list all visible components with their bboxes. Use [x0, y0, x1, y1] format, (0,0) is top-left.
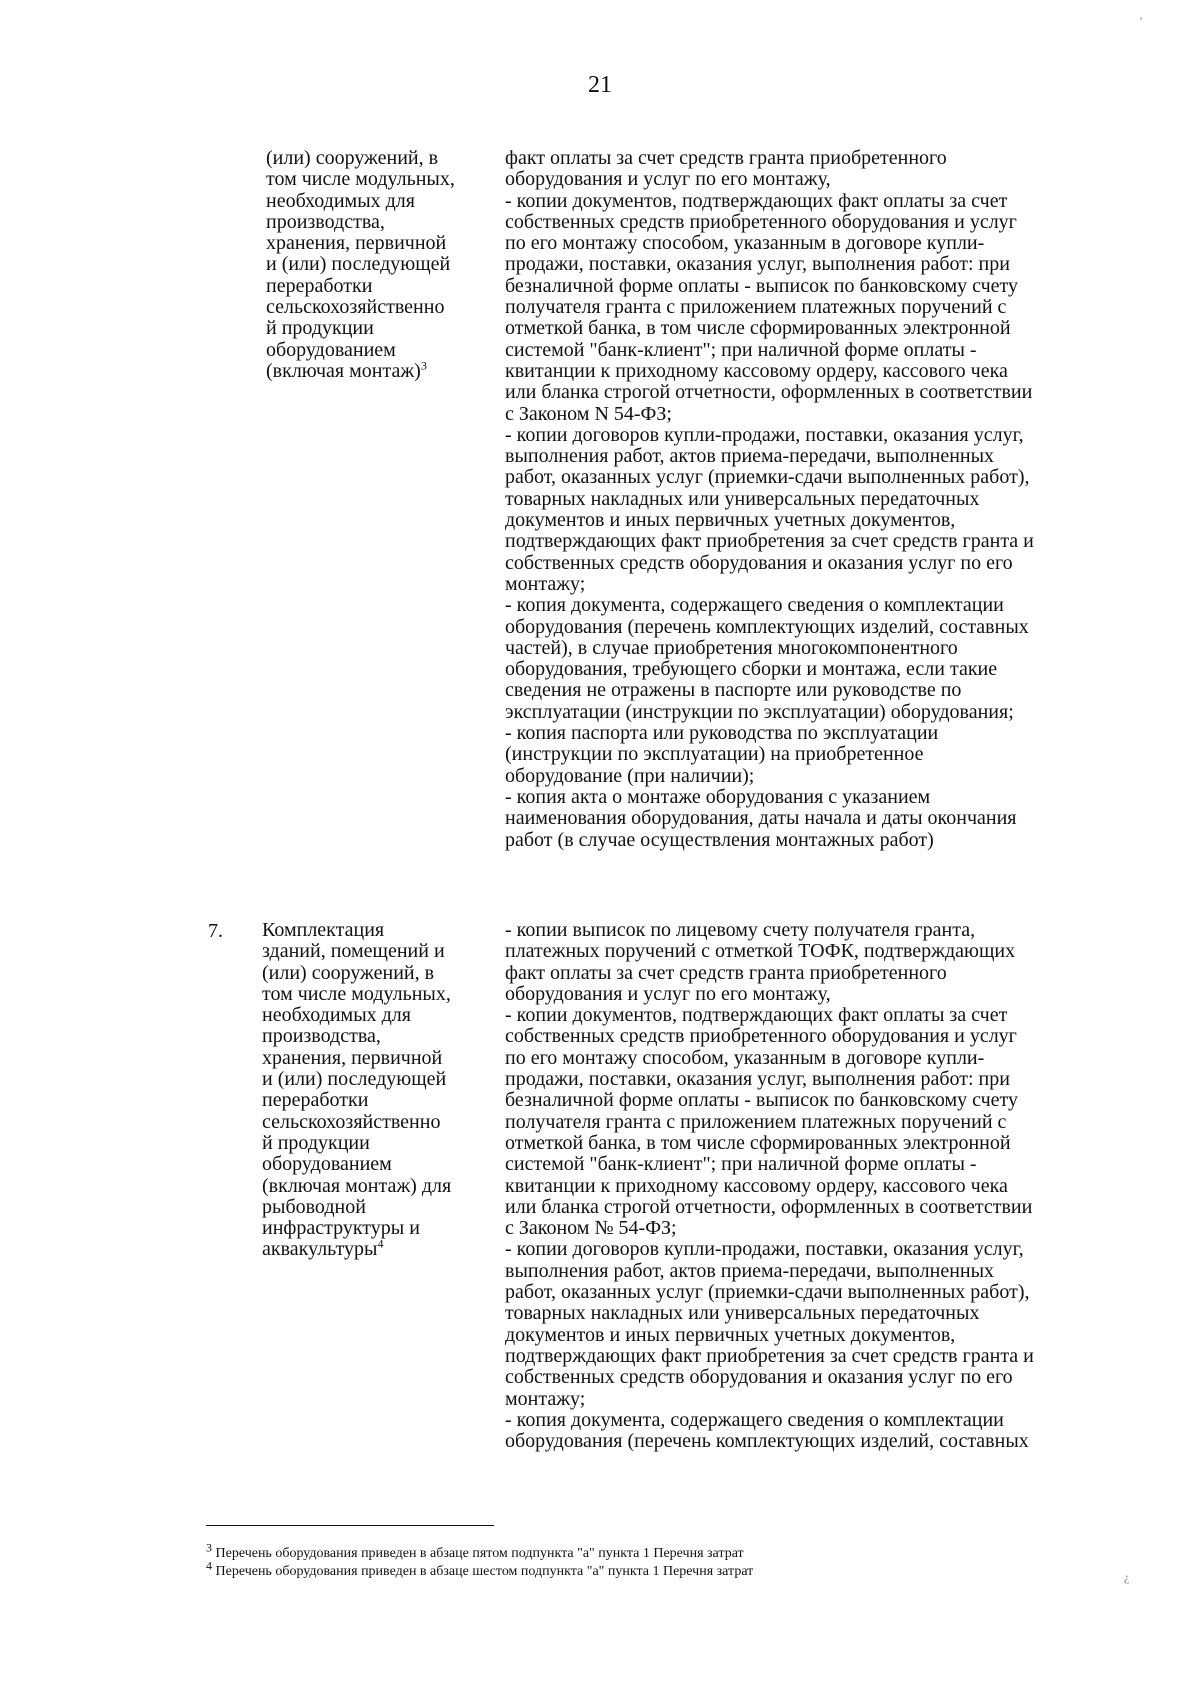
cost-item-line: хранения, первичной [262, 1046, 443, 1069]
document-line: - копия акта о монтаже оборудования с указанием [505, 785, 931, 808]
document-line: по его монтажу способом, указанным в договоре купли- [505, 232, 985, 255]
document-line: эксплуатации (инструкции по эксплуатации) оборудования; [505, 700, 1014, 723]
cost-item-line: необходимых для [262, 1004, 411, 1027]
document-line: с Законом № 54-ФЗ; [505, 1217, 677, 1240]
document-line: собственных средств оборудования и оказания услуг по его [505, 1366, 1013, 1389]
footnote-marker: 3 [206, 1540, 212, 1555]
cost-item-line: переработки [262, 1089, 369, 1112]
document-line: или бланка строгой отчетности, оформленных в соответствии [505, 1195, 1033, 1218]
cost-item-line: и (или) последующей [266, 253, 451, 276]
cost-item-line: (включая монтаж) для [262, 1174, 452, 1197]
document-line: подтверждающих факт приобретения за счет средств гранта и [505, 1344, 1034, 1367]
document-line: сведения не отражены в паспорте или руководстве по [505, 679, 962, 702]
document-line: - копии договоров купли-продажи, поставки, оказания услуг, [505, 423, 1024, 446]
document-line: документов и иных первичных учетных документов, [505, 1323, 956, 1346]
document-line: монтажу; [505, 1387, 586, 1410]
footnote-ref: 3 [420, 358, 427, 373]
document-line: - копии выписок по лицевому счету получателя гранта, [505, 919, 976, 941]
footnote-separator [206, 1525, 494, 1526]
document-line: выполнения работ, актов приема-передачи, выполненных [505, 1259, 995, 1282]
document-line: системой "банк-клиент"; при наличной форме оплаты - [505, 338, 977, 361]
document-line: - копии договоров купли-продажи, поставки, оказания услуг, [505, 1238, 1024, 1261]
document-line: собственных средств приобретенного оборудования и услуг [505, 210, 1017, 233]
document-line: монтажу; [505, 572, 586, 595]
document-line: по его монтажу способом, указанным в договоре купли- [505, 1046, 985, 1069]
cost-item-line: аквакультуры [262, 1238, 378, 1261]
cost-item-line: рыбоводной [262, 1195, 366, 1218]
page-number: 21 [588, 72, 612, 98]
document-line: - копия документа, содержащего сведения о комплектации [505, 1408, 1004, 1431]
cost-item-line: и (или) последующей [262, 1068, 447, 1091]
document-line: оборудования и услуг по его монтажу, [505, 168, 831, 191]
cost-item-line: инфраструктуры и [262, 1217, 420, 1240]
footnote [206, 1540, 1106, 1563]
cost-item-line: хранения, первичной [266, 232, 447, 255]
document-line: продажи, поставки, оказания услуг, выполнения работ: при [505, 253, 1010, 276]
document-line: - копии документов, подтверждающих факт оплаты за счет [505, 1004, 1008, 1027]
cost-item-line: необходимых для [266, 189, 415, 212]
document-line: оборудования (перечень комплектующих изделий, составных [505, 1430, 1029, 1453]
cost-item-line: оборудованием [262, 1153, 392, 1176]
document-line: - копия паспорта или руководства по эксплуатации [505, 722, 939, 745]
cost-item-line: переработки [266, 274, 373, 297]
document-line: (инструкции по эксплуатации) на приобретенное [505, 743, 924, 766]
footnotes [206, 1540, 1106, 1581]
document-line: платежных поручений с отметкой ТОФК, подтверждающих [505, 940, 1016, 963]
document-line: оборудование (при наличии); [505, 764, 755, 787]
document-line: квитанции к приходному кассовому ордеру, кассового чека [505, 359, 1008, 382]
document-line: подтверждающих факт приобретения за счет средств гранта и [505, 530, 1034, 553]
cost-item-line: сельскохозяйственно [266, 296, 445, 319]
scan-speck: ¿ [1124, 1570, 1130, 1584]
cost-item-line: том числе модульных, [262, 982, 451, 1005]
document-line: частей), в случае приобретения многокомпонентного [505, 636, 958, 659]
document-line: с Законом N 54-ФЗ; [505, 402, 672, 425]
document-line: оборудования и услуг по его монтажу, [505, 982, 831, 1005]
footnote-ref: 4 [377, 1236, 384, 1251]
cost-item-line: оборудованием [266, 338, 396, 361]
document-line: квитанции к приходному кассовому ордеру, кассового чека [505, 1174, 1008, 1197]
document-line: оборудования, требующего сборки и монтажа, если такие [505, 658, 998, 681]
cost-item-line: (или) сооружений, в [266, 147, 439, 169]
cost-item-line: й продукции [266, 317, 374, 340]
document-line: продажи, поставки, оказания услуг, выполнения работ: при [505, 1068, 1010, 1091]
cost-item-line: производства, [266, 210, 385, 233]
document-line: работ, оказанных услуг (приемки-сдачи выполненных работ), [505, 466, 1030, 489]
cost-item-name [266, 148, 498, 382]
document-line: документов и иных первичных учетных документов, [505, 509, 956, 532]
scan-speck: ' [1140, 14, 1143, 28]
document-line: отметкой банка, в том числе сформированных электронной [505, 317, 1011, 340]
cost-item-name [262, 920, 494, 1261]
row-number: 7. [208, 920, 223, 942]
document-line: товарных накладных или универсальных передаточных [505, 487, 980, 510]
document-line: собственных средств оборудования и оказания услуг по его [505, 551, 1013, 574]
document-line: отметкой банка, в том числе сформированных электронной [505, 1131, 1011, 1154]
cost-item-line: Комплектация [262, 919, 385, 941]
cost-item-line: том числе модульных, [266, 168, 455, 191]
document-line: безналичной форме оплаты - выписок по банковскому счету [505, 274, 1019, 297]
cost-item-line: (включая монтаж) [266, 359, 421, 382]
document-line: работ, оказанных услуг (приемки-сдачи выполненных работ), [505, 1281, 1030, 1304]
document-line: товарных накладных или универсальных передаточных [505, 1302, 980, 1325]
document-line: получателя гранта с приложением платежных поручений с [505, 296, 1007, 319]
document-line: системой "банк-клиент"; при наличной форме оплаты - [505, 1153, 977, 1176]
footnote [206, 1558, 1106, 1581]
cost-item-line: й продукции [262, 1131, 370, 1154]
document-line: выполнения работ, актов приема-передачи, выполненных [505, 445, 995, 468]
document-line: - копии документов, подтверждающих факт оплаты за счет [505, 189, 1008, 212]
document-line: получателя гранта с приложением платежных поручений с [505, 1110, 1007, 1133]
cost-item-line: производства, [262, 1025, 381, 1048]
cost-item-line: зданий, помещений и [262, 940, 445, 963]
document-line: собственных средств приобретенного оборудования и услуг [505, 1025, 1017, 1048]
cost-item-line: (или) сооружений, в [262, 961, 435, 984]
footnote-text: Перечень оборудования приведен в абзаце шестом подпункта "а" пункта 1 Перечня затрат [215, 1564, 754, 1579]
document-line: факт оплаты за счет средств гранта приобретенного [505, 961, 947, 984]
document-line: оборудования (перечень комплектующих изделий, составных [505, 615, 1029, 638]
required-documents [505, 148, 1160, 851]
footnote-text: Перечень оборудования приведен в абзаце пятом подпункта "а" пункта 1 Перечня затрат [215, 1546, 744, 1561]
cost-item-line: сельскохозяйственно [262, 1110, 441, 1133]
document-line: факт оплаты за счет средств гранта приобретенного [505, 147, 947, 169]
document-line: безналичной форме оплаты - выписок по банковскому счету [505, 1089, 1019, 1112]
document-line: - копия документа, содержащего сведения о комплектации [505, 594, 1004, 617]
document-line: или бланка строгой отчетности, оформленных в соответствии [505, 381, 1033, 404]
footnote-marker: 4 [206, 1558, 212, 1573]
required-documents [505, 920, 1160, 1452]
document-line: работ (в случае осуществления монтажных работ) [505, 828, 934, 851]
document-line: наименования оборудования, даты начала и даты окончания [505, 807, 1017, 830]
